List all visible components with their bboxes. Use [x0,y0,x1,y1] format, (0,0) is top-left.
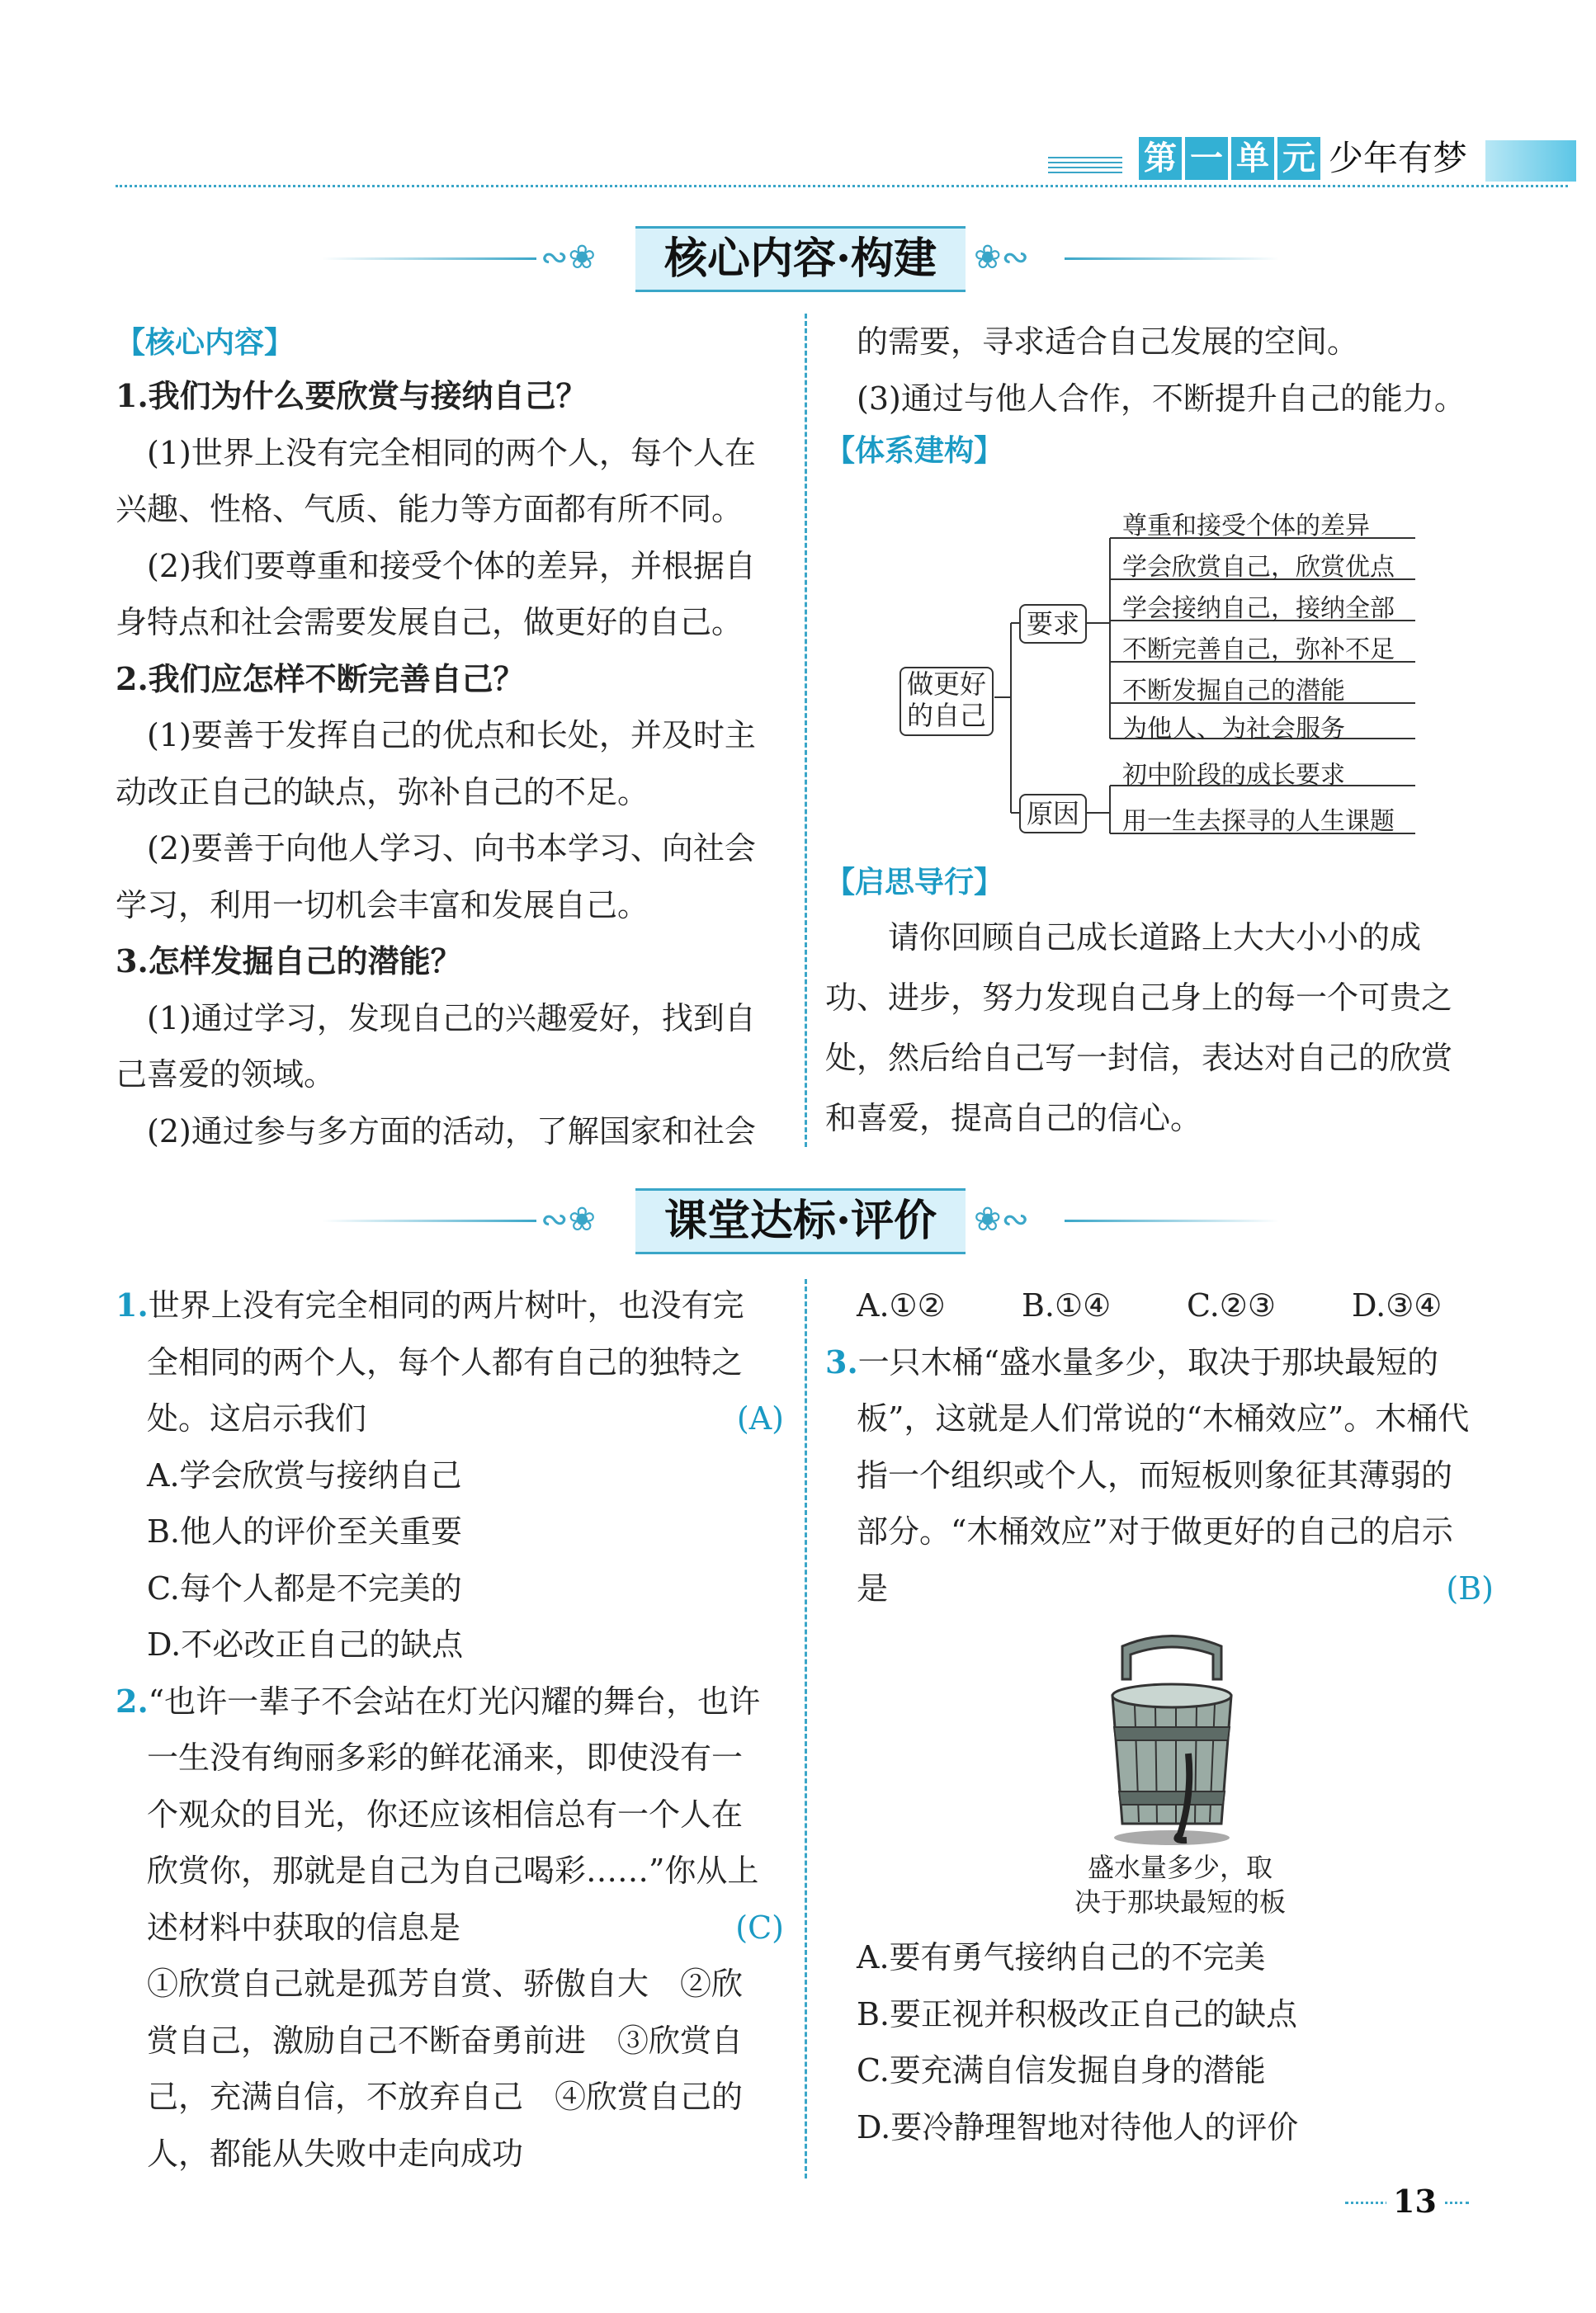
answer-mark: (A) [736,1400,784,1437]
text-line: 3.怎样发掘自己的潜能？ [116,942,462,979]
core-content-left [116,319,792,1159]
text-line: (2)通过参与多方面的活动，了解国家和社会 [147,1112,756,1149]
question-text: 世界上没有完全相同的两片树叶，也没有完 [148,1287,744,1324]
section-title: 课堂达标·评价 [635,1188,966,1254]
caption-line: 决于那块最短的板 [1074,1886,1286,1918]
text-line: 2.我们应怎样不断完善自己？ [116,659,525,697]
statement-line: 己，充满自信，不放弃自己 ④欣赏自己的 [147,2079,744,2115]
option: B.要正视并积极改正自己的缺点 [857,1995,1298,2032]
inspire-block [825,858,1502,1149]
option: A.要有勇气接纳自己的不完美 [857,1939,1266,1975]
text-line: (1)通过学习，发现自己的兴趣爱好，找到自 [147,999,756,1036]
diagram-branch-requirement: 要求 [1019,604,1087,644]
question-1-last-line [116,1390,784,1447]
banner-rule-right [1065,1220,1279,1222]
diagram-req-item: 学会接纳自己，接纳全部 [1122,594,1395,623]
header-accent-bar [1485,140,1576,182]
section-banner [0,224,1596,290]
unit-char: 元 [1277,137,1320,180]
text-line: 功、进步，努力发现自己身上的每一个可贵之 [825,979,1453,1016]
question-text: 指一个组织或个人，而短板则象征其薄弱的 [857,1456,1453,1494]
option: D.③④ [1352,1287,1443,1324]
unit-title: 少年有梦 [1329,138,1468,178]
option: A.①② [857,1287,946,1324]
header-stripes-decoration [1048,157,1122,177]
tag-inspire: 【启思导行】 [825,866,1004,899]
question-text: 个观众的目光，你还应该相信总有一个人在 [147,1796,744,1833]
diagram-req-item: 不断发掘自己的潜能 [1122,677,1345,706]
unit-char: 单 [1231,137,1274,180]
diagram-req-item: 不断完善自己，弥补不足 [1122,635,1395,664]
text-line: 学习，利用一切机会丰富和发展自己。 [116,886,649,923]
q3-options [825,1929,1494,2155]
option: B.他人的评价至关重要 [147,1513,463,1550]
question-text: 一生没有绚丽多彩的鲜花涌来，即使没有一 [147,1739,744,1776]
column-divider [805,1279,807,2178]
option: C.每个人都是不完美的 [147,1570,462,1607]
caption-line: 盛水量多少，取 [1087,1852,1273,1883]
question-text: 处。这启示我们 [147,1400,367,1437]
unit-char: 第 [1139,137,1182,180]
wooden-bucket-illustration [1089,1630,1254,1848]
diagram-req-item: 为他人、为社会服务 [1122,715,1345,743]
question-text: 一只木桶“盛水量多少，取决于那块最短的 [857,1343,1439,1381]
text-line: 请你回顾自己成长道路上大大小小的成 [888,919,1422,956]
question-text: 述材料中获取的信息是 [147,1909,461,1946]
option: D.不必改正自己的缺点 [147,1626,464,1663]
answer-mark: (C) [735,1909,784,1946]
swirl-ornament-icon: ❀∾ [974,238,1030,276]
text-line: (2)要善于向他人学习、向书本学习、向社会 [147,830,756,866]
question-number: 3. [825,1343,858,1381]
header-dotted-rule [116,185,1568,187]
section-title: 核心内容·构建 [635,226,966,292]
concept-diagram [825,495,1502,842]
diagram-req-item: 学会欣赏自己，欣赏优点 [1122,553,1395,582]
tag-core-content: 【核心内容】 [116,326,295,360]
statement-line: 人，都能从失败中走向成功 [147,2135,524,2172]
questions-right [825,1277,1494,1617]
diagram-req-item: 尊重和接受个体的差异 [1122,512,1370,540]
q2-options-row [825,1277,1494,1334]
question-text: “也许一辈子不会站在灯光闪耀的舞台，也许 [148,1683,761,1720]
question-text: 全相同的两个人，每个人都有自己的独特之 [147,1343,744,1381]
question-3-line [825,1334,1494,1391]
question-2-line [116,1673,784,1730]
statement-line: ①欣赏自己就是孤芳自赏、骄傲自大 ②欣 [147,1966,744,2002]
diagram-reason-item: 用一生去探寻的人生课题 [1122,807,1395,836]
question-3-last-line [825,1560,1494,1617]
swirl-ornament-icon: ∾❀ [541,238,597,276]
option: A.学会欣赏与接纳自己 [147,1456,462,1494]
text-line: 动改正自己的缺点，弥补自己的不足。 [116,773,649,810]
swirl-ornament-icon: ❀∾ [974,1201,1030,1239]
swirl-ornament-icon: ∾❀ [541,1201,597,1239]
question-number: 2. [116,1682,149,1720]
text-line: 的需要，寻求适合自己发展的空间。 [857,323,1359,360]
tag-system-construction: 【体系建构】 [825,434,1004,468]
question-1-line [116,1277,784,1334]
diagram-root-box: 做更好的自己 [900,667,994,736]
question-text: 板”，这就是人们常说的“木桶效应”。木桶代 [857,1400,1470,1437]
column-divider [805,314,807,1147]
text-line: 身特点和社会需要发展自己，做更好的自己。 [116,604,744,640]
text-line: 兴趣、性格、气质、能力等方面都有所不同。 [116,491,744,527]
option: D.要冷静理智地对待他人的评价 [857,2108,1299,2145]
statement-line: 赏自己，激励自己不断奋勇前进 ③欣赏自 [147,2022,744,2059]
text-line: 处，然后给自己写一封信，表达对自己的欣赏 [825,1040,1453,1076]
option: C.要充满自信发掘自身的潜能 [857,2052,1266,2089]
question-2-last-line [116,1900,784,1957]
questions-left [116,1277,784,2182]
banner-rule-left [322,1220,536,1222]
page-number: 13 [1386,2183,1443,2220]
text-line: 己喜爱的领域。 [116,1056,336,1093]
answer-mark: (B) [1446,1570,1494,1607]
banner-rule-left [322,257,536,260]
text-line: (2)我们要尊重和接受个体的差异，并根据自 [147,547,756,584]
text-line: 和喜爱，提高自己的信心。 [825,1100,1202,1136]
unit-char: 一 [1185,137,1228,180]
text-line: (1)要善于发挥自己的优点和长处，并及时主 [147,717,756,753]
diagram-reason-item: 初中阶段的成长要求 [1122,761,1345,790]
text-line: (3)通过与他人合作，不断提升自己的能力。 [857,380,1466,417]
unit-label [1139,137,1320,180]
question-text: 欣赏你，那就是自己为自己喝彩……”你从上 [147,1853,759,1889]
text-line: 1.我们为什么要欣赏与接纳自己？ [116,377,588,414]
question-text: 部分。“木桶效应”对于做更好的自己的启示 [857,1513,1453,1550]
banner-rule-right [1065,257,1279,260]
diagram-branch-reason: 原因 [1019,794,1087,833]
question-text: 是 [857,1570,889,1607]
option: B.①④ [1022,1287,1112,1324]
figure-caption [1032,1850,1329,1919]
question-number: 1. [116,1286,149,1324]
section-banner [0,1187,1596,1253]
text-line: (1)世界上没有完全相同的两个人，每个人在 [147,434,756,471]
option: C.②③ [1187,1287,1276,1324]
core-content-right [825,314,1502,476]
